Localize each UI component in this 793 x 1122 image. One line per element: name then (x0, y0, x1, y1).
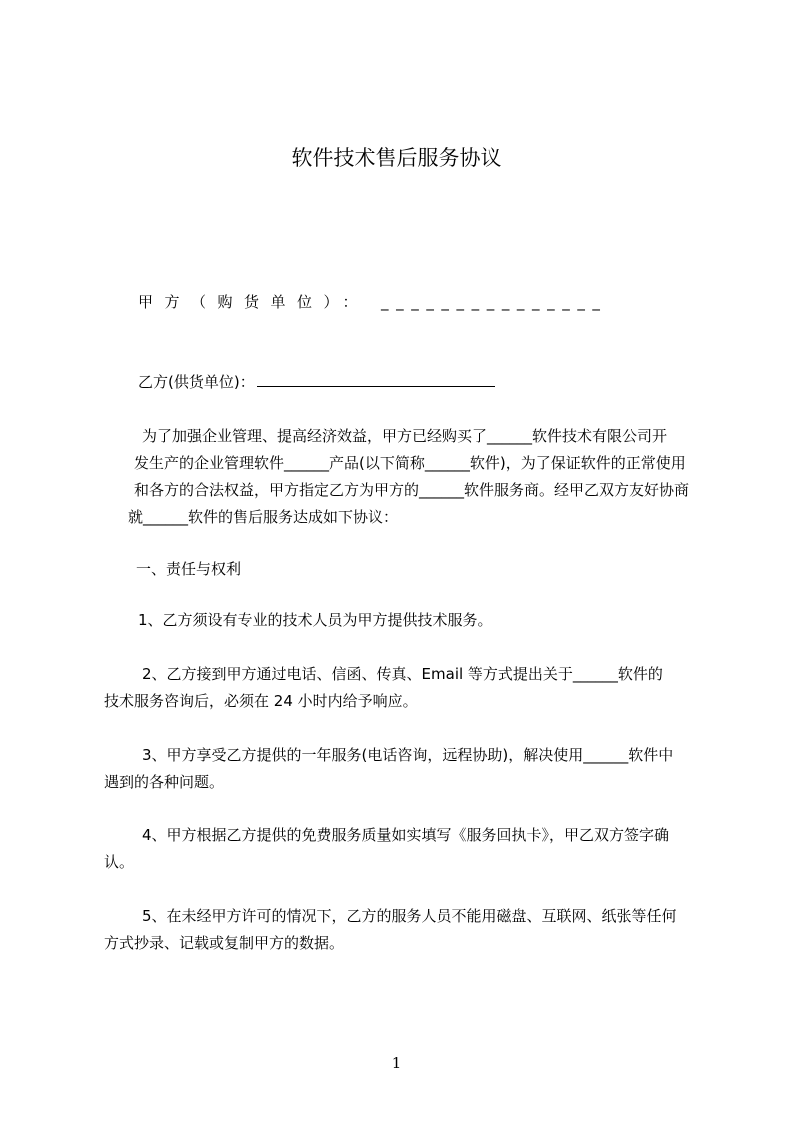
intro-line: 和各方的合法权益，甲方指定乙方为甲方的______软件服务商。经甲乙双方友好协商 (134, 481, 690, 499)
intro-line: 为了加强企业管理、提高经济效益，甲方已经购买了______软件技术有限公司开 (142, 427, 668, 445)
clause-line: 方式抄录、记载或复制甲方的数据。 (104, 934, 345, 952)
section-1-heading: 一、责任与权利 (136, 560, 242, 578)
party-b-label: 乙方(供货单位)： (138, 373, 255, 391)
section-heading (136, 556, 241, 583)
party-a-blank: _______________ (381, 293, 608, 311)
clause-3 (104, 742, 673, 796)
intro-paragraph (128, 423, 690, 531)
clause-line: 1、乙方须设有专业的技术人员为甲方提供技术服务。 (138, 611, 493, 629)
party-b-blank (257, 370, 495, 387)
clause-line: 遇到的各种问题。 (104, 773, 225, 791)
clause-line: 认。 (104, 853, 135, 871)
document-title: 软件技术售后服务协议 (291, 146, 502, 170)
clause-5 (104, 903, 677, 957)
clause-line: 4、甲方根据乙方提供的免费服务质量如实填写《服务回执卡》，甲乙双方签字确 (142, 826, 670, 844)
clause-line: 技术服务咨询后，必须在 24 小时内给予响应。 (104, 692, 418, 710)
clause-line: 3、甲方享受乙方提供的一年服务(电话咨询，远程协助)，解决使用______软件中 (142, 746, 674, 764)
clause-2 (104, 661, 663, 715)
intro-line: 就______软件的售后服务达成如下协议： (128, 508, 399, 526)
party-a-label: 甲方（购货单位）： (138, 293, 370, 311)
clause-4 (104, 822, 669, 876)
page-number: 1 (391, 1054, 402, 1072)
party-b-line (138, 370, 495, 394)
party-a-line (138, 290, 702, 314)
clause-line: 5、在未经甲方许可的情况下，乙方的服务人员不能用磁盘、互联网、纸张等任何 (142, 907, 677, 925)
clause-line: 2、乙方接到甲方通过电话、信函、传真、Email 等方式提出关于______软件的 (142, 665, 663, 683)
clause-1 (138, 607, 493, 634)
intro-line: 发生产的企业管理软件______产品(以下简称______软件)，为了保证软件的正常使用 (134, 454, 686, 472)
